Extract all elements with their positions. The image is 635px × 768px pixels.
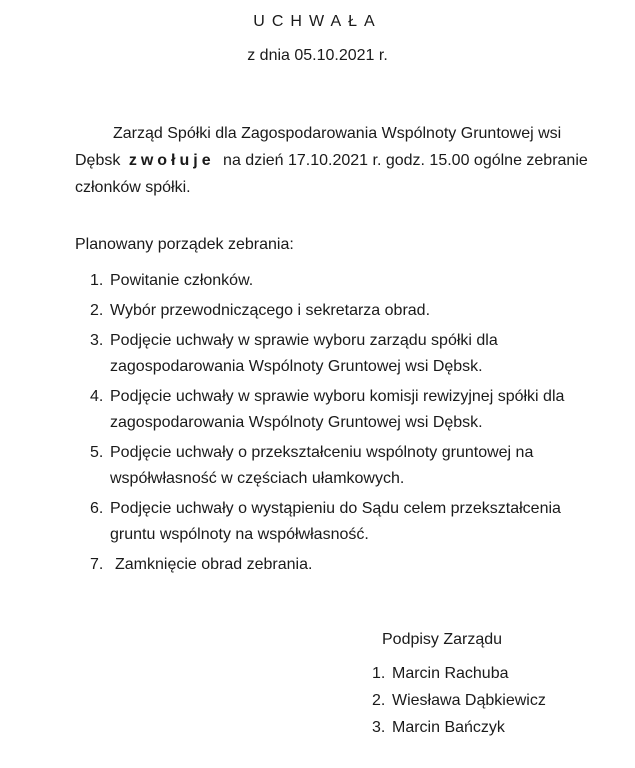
agenda-item-text: Podjęcie uchwały o przekształceniu wspólnoty gruntowej na współwłasność w częściach ułamkowych.	[110, 444, 534, 487]
agenda-item	[90, 496, 590, 548]
agenda-item	[90, 384, 590, 436]
agenda-item-number: 3.	[90, 332, 104, 349]
signer-name: Marcin Rachuba	[392, 665, 509, 682]
document-title: UCHWAŁA	[253, 13, 382, 30]
agenda-heading: Planowany porządek zebrania:	[75, 236, 294, 253]
agenda-item-text: Podjęcie uchwały w sprawie wyboru komisji rewizyjnej spółki dla zagospodarowania Wspólnoty Gruntowej wsi Dębsk.	[110, 388, 565, 431]
agenda-item	[90, 328, 590, 380]
signer-number: 1.	[372, 665, 386, 682]
agenda-item-text: Zamknięcie obrad zebrania.	[115, 556, 313, 573]
agenda-item-text: Powitanie członków.	[110, 272, 254, 289]
intro-text-part2: na dzień 17.10.2021 r. godz. 15.00 ogólne zebranie członków spółki.	[75, 152, 588, 196]
signer-item	[372, 688, 546, 714]
agenda-item-number: 6.	[90, 500, 104, 517]
signer-name: Wiesława Dąbkiewicz	[392, 692, 546, 709]
signer-number: 3.	[372, 719, 386, 736]
agenda-item-number: 4.	[90, 388, 104, 405]
agenda-item-number: 2.	[90, 302, 104, 319]
agenda-item-number: 5.	[90, 444, 104, 461]
signer-item	[372, 661, 546, 687]
intro-paragraph	[75, 120, 605, 201]
agenda-item	[90, 268, 590, 294]
agenda-item	[90, 298, 590, 324]
document-date: z dnia 05.10.2021 r.	[247, 47, 388, 64]
signer-item	[372, 715, 546, 741]
agenda-item-number: 7.	[90, 556, 104, 573]
signatures-list	[372, 661, 546, 742]
agenda-item-text: Podjęcie uchwały w sprawie wyboru zarządu spółki dla zagospodarowania Wspólnoty Gruntowej wsi Dębsk.	[110, 332, 498, 375]
signatures-heading: Podpisy Zarządu	[382, 631, 503, 648]
intro-text-part1: Zarząd Spółki dla Zagospodarowania Wspólnoty Gruntowej wsi Dębsk	[75, 125, 562, 169]
signer-name: Marcin Bańczyk	[392, 719, 505, 736]
agenda-list	[90, 268, 590, 582]
signer-number: 2.	[372, 692, 386, 709]
agenda-item-text: Podjęcie uchwały o wystąpieniu do Sądu celem przekształcenia gruntu wspólnoty na współwłasność.	[110, 500, 561, 543]
agenda-item	[90, 552, 590, 578]
agenda-item-number: 1.	[90, 272, 104, 289]
agenda-item-text: Wybór przewodniczącego i sekretarza obrad.	[110, 302, 431, 319]
agenda-item	[90, 440, 590, 492]
intro-emphasis: zwołuje	[128, 152, 215, 169]
